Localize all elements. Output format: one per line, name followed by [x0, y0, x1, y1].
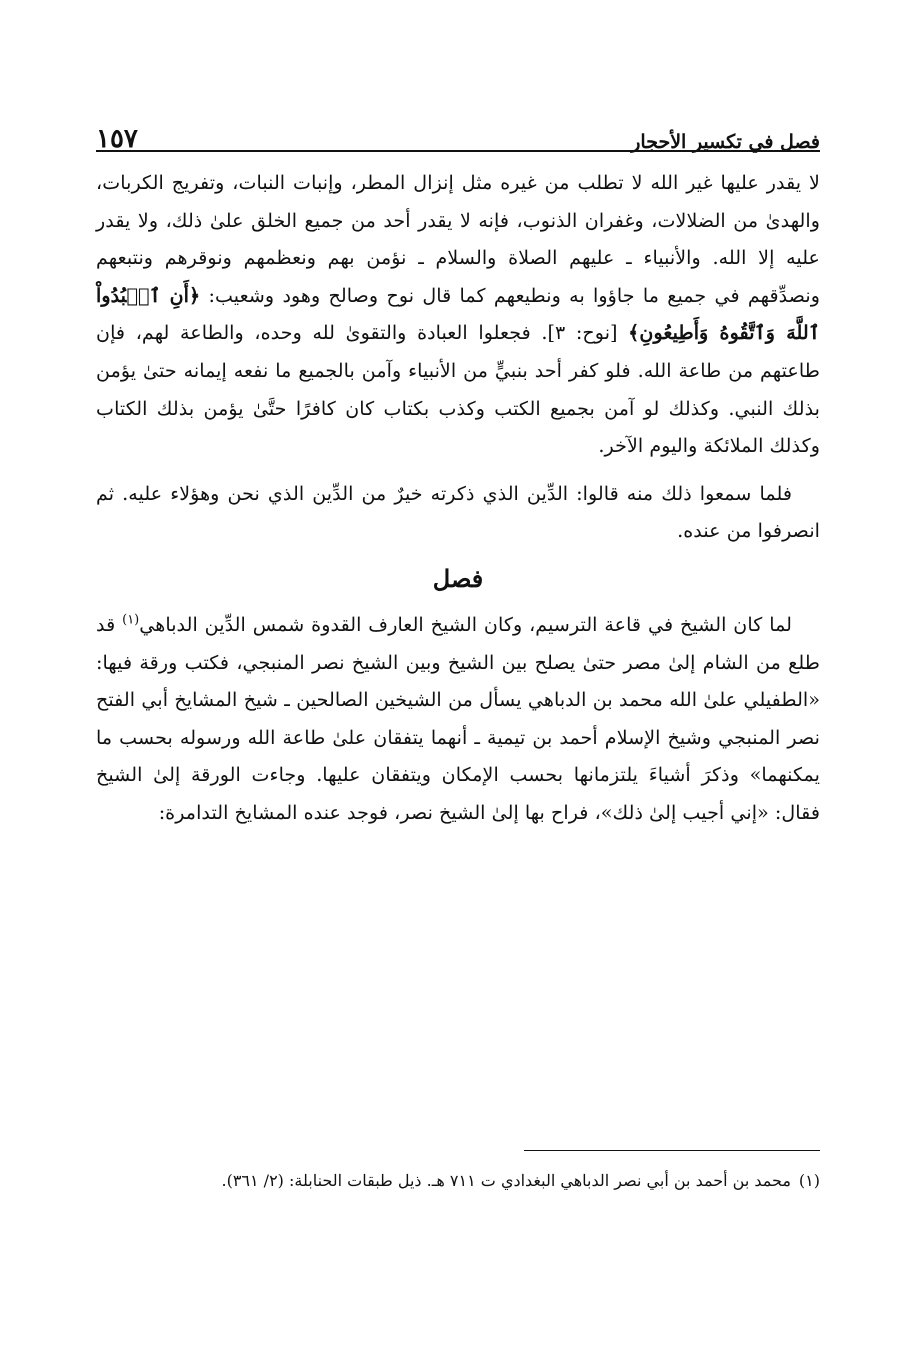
running-header [96, 112, 820, 152]
footnotes [96, 1164, 820, 1198]
paragraph-3-start: لما كان الشيخ في قاعة الترسيم، وكان الشيخ العارف القدوة شمس الدِّين الدباهي [139, 612, 793, 636]
quran-reference: [نوح: ٣] [547, 321, 618, 345]
section-heading: فصل [432, 563, 484, 593]
paragraph-2: فلما سمعوا ذلك منه قالوا: الدِّين الذي ذكرته خيرٌ من الدِّين الذي نحن وهؤلاء عليه. ثم انصرفوا من عنده. [96, 481, 820, 543]
footnote-text: محمد بن أحمد بن أبي نصر الدباهي البغدادي ت ٧١١ هـ. ذيل طبقات الحنابلة: (٢/ ٣٦١). [221, 1171, 791, 1190]
paragraph-1-text: لا يقدر عليها غير الله لا تطلب من غيره مثل إنزال المطر، وإنبات النبات، وتفريج الكربات، والهدىٰ من الضلالات، وغفران الذنوب، فإنه لا يقدر أحد من جميع الخلق علىٰ ذلك، ولا يقدر عليه إلا الله. والأنبياء ـ عليهم الصلاة والسلام ـ نؤمن بهم ونعظمهم ونوقرهم ونتبعهم ونصدِّقهم في جميع ما جاؤوا به ونطيعهم كما قال نوح وصالح وهود وشعيب: [96, 171, 820, 307]
paragraph-3 [96, 606, 820, 832]
quran-verse: ﴿أَنِ ٱعۡبُدُواْ ٱللَّهَ وَٱتَّقُوهُ وَأَطِيعُونِ﴾ [96, 283, 820, 345]
paragraph-3-rest: قد طلع من الشام إلىٰ مصر حتىٰ يصلح بين الشيخ وبين الشيخ نصر المنبجي، فكتب ورقة فيها: «الطفيلي علىٰ الله محمد بن الدباهي يسأل من الشيخين الصالحين ـ شيخ المشايخ أبي الفتح نصر المنبجي وشيخ الإسلام أحمد بن تيمية ـ أنهما يتفقان علىٰ طاعة الله ورسوله بحسب ما يمكنهما» وذكرَ أشياءَ يلتزمانها بحسب الإمكان ويتفقان عليها. وجاءت الورقة إلىٰ الشيخ فقال: «إني أجيب إلىٰ ذلك»، فراح بها إلىٰ الشيخ نصر، فوجد عنده المشايخ التدامرة: [96, 612, 820, 824]
header-rule [96, 150, 820, 152]
main-text [96, 164, 820, 832]
footnote-number: (١) [798, 1171, 820, 1190]
book-page [96, 0, 820, 1366]
header-title: فصل في تكسير الأحجار [631, 131, 820, 153]
footnote-rule [524, 1150, 820, 1151]
paragraph-1 [96, 164, 820, 465]
page-number: ١٥٧ [96, 124, 138, 154]
paragraph-1-continuation: . فجعلوا العبادة والتقوىٰ لله وحده، والطاعة لهم، فإن طاعتهم من طاعة الله. فلو كفر أحد بنبيٍّ من الأنبياء وآمن بالجميع ما نفعه إيمانه حتىٰ يؤمن بذلك النبي. وكذلك لو آمن بجميع الكتب وكذب بكتاب كان كافرًا حتَّىٰ يؤمن بذلك الكتاب وكذلك الملائكة واليوم الآخر. [96, 321, 820, 458]
footnote-1 [96, 1164, 820, 1198]
footnote-marker[interactable]: (١) [122, 612, 140, 628]
